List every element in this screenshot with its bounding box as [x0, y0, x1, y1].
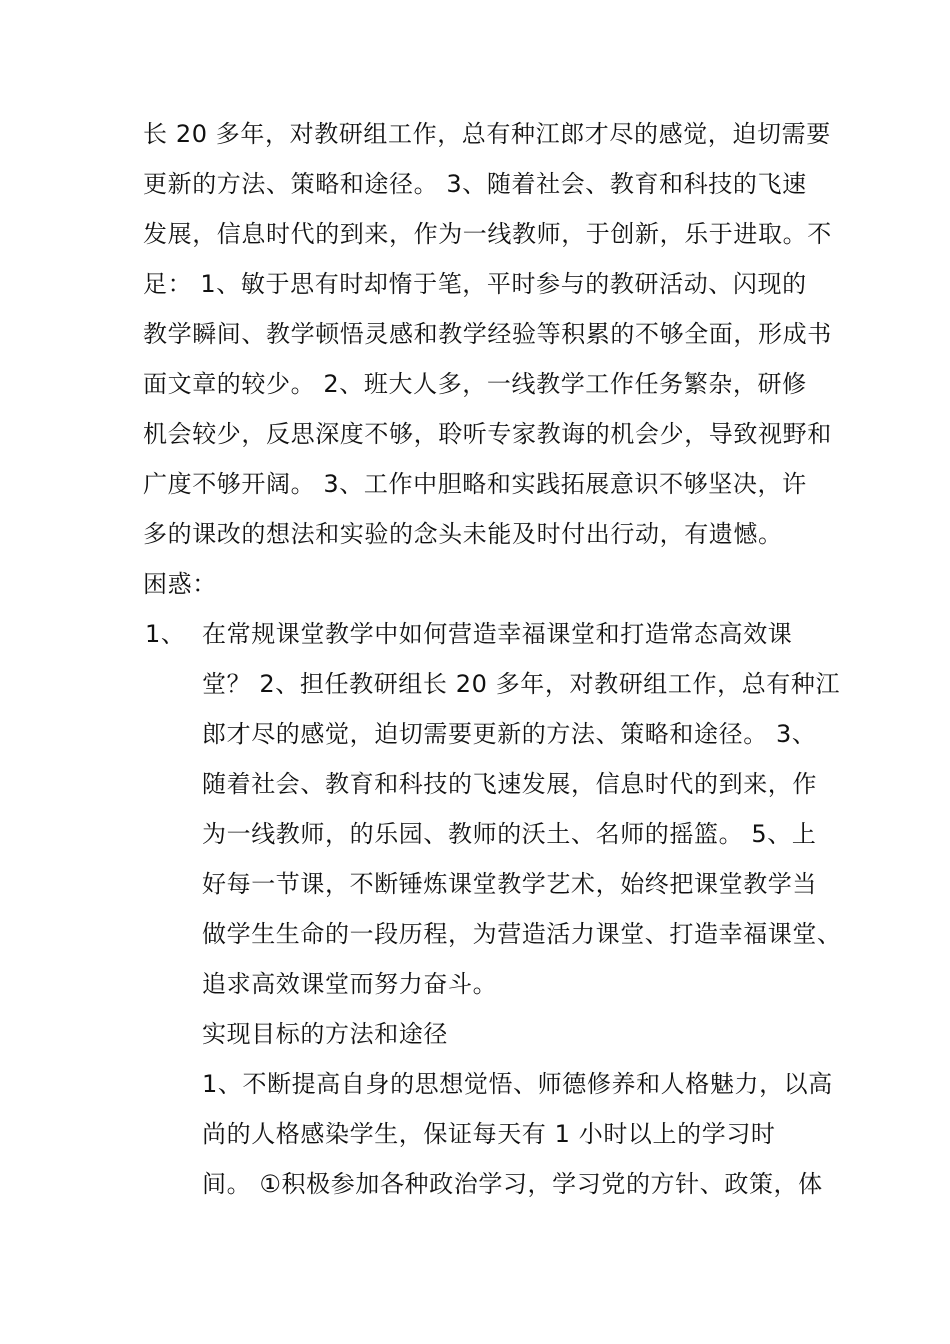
- methods-line: 1、不断提高自身的思想觉悟、师德修养和人格魅力，以高: [202, 1070, 833, 1098]
- paragraph-line: 更新的方法、策略和途径。 3、随着社会、教育和科技的飞速: [143, 170, 807, 198]
- heading-confusion: 困惑：: [143, 570, 217, 598]
- list-item-line: 追求高效课堂而努力奋斗。: [202, 970, 498, 998]
- heading-methods: 实现目标的方法和途径: [202, 1020, 448, 1048]
- list-item-line: 做学生生命的一段历程，为营造活力课堂、打造幸福课堂、: [202, 920, 842, 948]
- list-item-line: 随着社会、教育和科技的飞速发展，信息时代的到来，作: [202, 770, 817, 798]
- methods-line: 尚的人格感染学生，保证每天有 1 小时以上的学习时: [202, 1120, 776, 1148]
- methods-line: 间。 ①积极参加各种政治学习，学习党的方针、政策，体: [202, 1170, 823, 1198]
- paragraph-line: 机会较少，反思深度不够，聆听专家教诲的机会少，导致视野和: [143, 420, 832, 448]
- paragraph-line: 广度不够开阔。 3、工作中胆略和实践拓展意识不够坚决，许: [143, 470, 807, 498]
- list-item-line: 为一线教师，的乐园、教师的沃土、名师的摇篮。 5、上: [202, 820, 817, 848]
- list-marker: 1、: [145, 620, 186, 648]
- paragraph-line: 长 20 多年，对教研组工作，总有种江郎才尽的感觉，迫切需要: [143, 120, 831, 148]
- paragraph-line: 足： 1、敏于思有时却惰于笔，平时参与的教研活动、闪现的: [143, 270, 807, 298]
- list-item-line: 郎才尽的感觉，迫切需要更新的方法、策略和途径。 3、: [202, 720, 817, 748]
- paragraph-line: 多的课改的想法和实验的念头未能及时付出行动，有遗憾。: [143, 520, 783, 548]
- list-item-line: 堂？ 2、担任教研组长 20 多年，对教研组工作，总有种江: [202, 670, 841, 698]
- list-item-line: 好每一节课，不断锤炼课堂教学艺术，始终把课堂教学当: [202, 870, 817, 898]
- paragraph-line: 教学瞬间、教学顿悟灵感和教学经验等积累的不够全面，形成书: [143, 320, 832, 348]
- list-item-line: 在常规课堂教学中如何营造幸福课堂和打造常态高效课: [202, 620, 793, 648]
- paragraph-line: 发展，信息时代的到来，作为一线教师，于创新，乐于进取。不: [143, 220, 832, 248]
- paragraph-line: 面文章的较少。 2、班大人多，一线教学工作任务繁杂，研修: [143, 370, 807, 398]
